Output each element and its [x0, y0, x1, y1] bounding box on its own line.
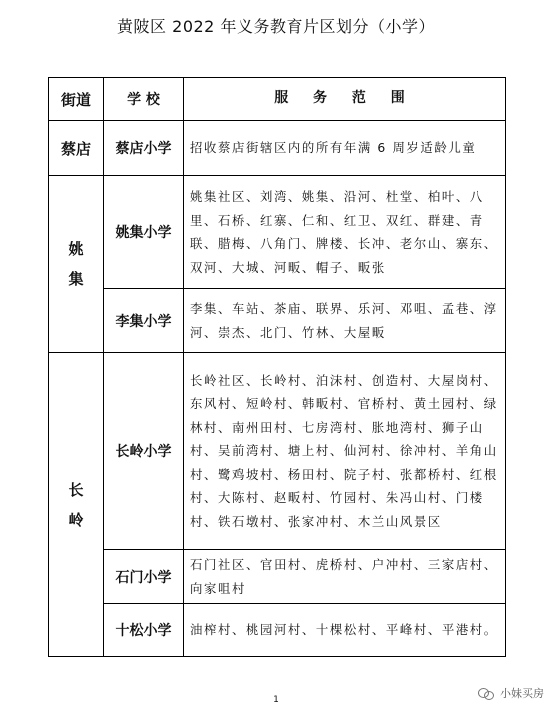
- scope-cell: 石门社区、官田村、虎桥村、户冲村、三家店村、向家咀村: [184, 550, 506, 604]
- street-label: 姚集: [68, 240, 84, 288]
- school-cell: 李集小学: [104, 289, 184, 353]
- street-cell: [49, 176, 104, 353]
- table-row: [49, 121, 506, 176]
- scope-cell: 姚集社区、刘湾、姚集、沿河、杜堂、柏叶、八里、石桥、红寨、仁和、红卫、双红、群建、青联、腊梅、八角门、牌楼、长冲、老尔山、寨东、双河、大城、河畈、帽子、畈张: [184, 176, 506, 289]
- scope-cell: 油榨村、桃园河村、十棵松村、平峰村、平港村。: [184, 604, 506, 657]
- street-cell: 蔡店: [49, 121, 104, 176]
- scope-cell: 招收蔡店街辖区内的所有年满 6 周岁适龄儿童: [184, 121, 506, 176]
- scope-cell: 李集、车站、茶庙、联界、乐河、邓咀、孟巷、淳河、崇杰、北门、竹林、大屋畈: [184, 289, 506, 353]
- table-row: [49, 176, 506, 289]
- table-row: [49, 353, 506, 550]
- school-cell: 长岭小学: [104, 353, 184, 550]
- school-cell: 姚集小学: [104, 176, 184, 289]
- wechat-icon: [478, 687, 496, 699]
- street-cell: [49, 353, 104, 657]
- scope-cell: 长岭社区、长岭村、泊沫村、创造村、大屋岗村、东风村、短岭村、韩畈村、官桥村、黄土园村、绿林村、南州田村、七房湾村、胀地湾村、狮子山村、吴前湾村、塘上村、仙河村、徐冲村、羊角山村、鹭鸡坡村、杨田村、院子村、张都桥村、红根村、大陈村、赵畈村、竹园村、朱冯山村、门楼村、铁石墩村、张家冲村、木兰山风景区: [184, 353, 506, 550]
- school-cell: 十松小学: [104, 604, 184, 657]
- page-number: 1: [273, 695, 279, 705]
- header-school: 学 校: [104, 78, 184, 121]
- table-row: [49, 550, 506, 604]
- table-header-row: [49, 78, 506, 121]
- watermark: [478, 685, 544, 701]
- header-scope: 服 务 范 围: [184, 78, 506, 121]
- school-cell: 蔡店小学: [104, 121, 184, 176]
- header-street: 街道: [49, 78, 104, 121]
- table-row: [49, 604, 506, 657]
- document-title: 黄陂区 2022 年义务教育片区划分（小学）: [117, 17, 435, 36]
- street-label: 长岭: [68, 480, 84, 529]
- district-table: [48, 77, 506, 657]
- school-cell: 石门小学: [104, 550, 184, 604]
- table-row: [49, 289, 506, 353]
- watermark-text: 小妹买房: [500, 687, 544, 700]
